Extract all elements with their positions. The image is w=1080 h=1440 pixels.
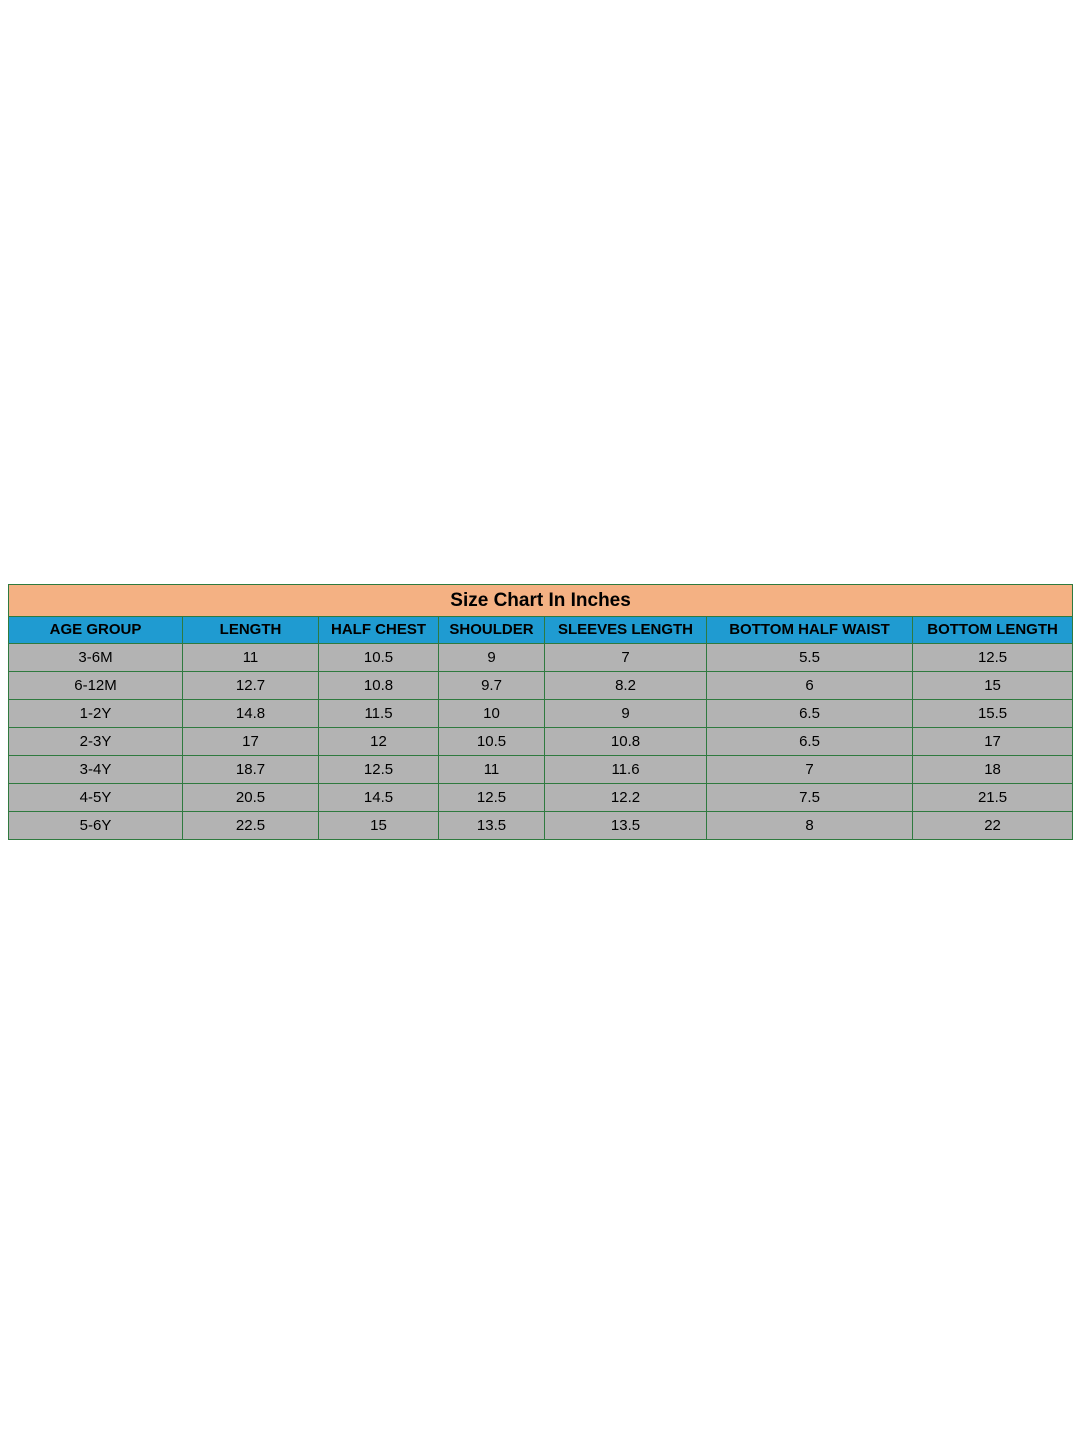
table-header-row bbox=[9, 617, 1073, 644]
cell-bottom-half-waist: 5.5 bbox=[707, 644, 913, 672]
cell-bottom-half-waist: 6 bbox=[707, 672, 913, 700]
cell-bottom-length: 15 bbox=[913, 672, 1073, 700]
cell-length: 22.5 bbox=[183, 812, 319, 840]
cell-bottom-length: 22 bbox=[913, 812, 1073, 840]
column-header-length: LENGTH bbox=[183, 617, 319, 644]
cell-half-chest: 15 bbox=[319, 812, 439, 840]
cell-age-group: 3-4Y bbox=[9, 756, 183, 784]
table-row bbox=[9, 700, 1073, 728]
column-header-shoulder: SHOULDER bbox=[439, 617, 545, 644]
table-row bbox=[9, 644, 1073, 672]
chart-title-row bbox=[9, 585, 1073, 617]
cell-bottom-half-waist: 7 bbox=[707, 756, 913, 784]
cell-bottom-half-waist: 6.5 bbox=[707, 700, 913, 728]
cell-bottom-length: 12.5 bbox=[913, 644, 1073, 672]
cell-half-chest: 12.5 bbox=[319, 756, 439, 784]
cell-shoulder: 10.5 bbox=[439, 728, 545, 756]
table-row bbox=[9, 728, 1073, 756]
cell-shoulder: 9.7 bbox=[439, 672, 545, 700]
column-header-age-group: AGE GROUP bbox=[9, 617, 183, 644]
cell-sleeves-length: 9 bbox=[545, 700, 707, 728]
cell-age-group: 3-6M bbox=[9, 644, 183, 672]
cell-age-group: 1-2Y bbox=[9, 700, 183, 728]
cell-half-chest: 11.5 bbox=[319, 700, 439, 728]
cell-age-group: 4-5Y bbox=[9, 784, 183, 812]
table-row bbox=[9, 784, 1073, 812]
table-row bbox=[9, 756, 1073, 784]
cell-age-group: 6-12M bbox=[9, 672, 183, 700]
cell-shoulder: 10 bbox=[439, 700, 545, 728]
column-header-half-chest: HALF CHEST bbox=[319, 617, 439, 644]
column-header-bottom-half-waist: BOTTOM HALF WAIST bbox=[707, 617, 913, 644]
table-row bbox=[9, 672, 1073, 700]
cell-half-chest: 10.8 bbox=[319, 672, 439, 700]
cell-sleeves-length: 11.6 bbox=[545, 756, 707, 784]
cell-shoulder: 12.5 bbox=[439, 784, 545, 812]
column-header-bottom-length: BOTTOM LENGTH bbox=[913, 617, 1073, 644]
cell-shoulder: 11 bbox=[439, 756, 545, 784]
cell-bottom-length: 17 bbox=[913, 728, 1073, 756]
cell-length: 14.8 bbox=[183, 700, 319, 728]
cell-length: 11 bbox=[183, 644, 319, 672]
cell-length: 12.7 bbox=[183, 672, 319, 700]
cell-sleeves-length: 7 bbox=[545, 644, 707, 672]
cell-shoulder: 9 bbox=[439, 644, 545, 672]
table-row bbox=[9, 812, 1073, 840]
cell-length: 20.5 bbox=[183, 784, 319, 812]
cell-bottom-length: 18 bbox=[913, 756, 1073, 784]
size-chart-container bbox=[8, 584, 1072, 840]
cell-bottom-half-waist: 7.5 bbox=[707, 784, 913, 812]
cell-sleeves-length: 10.8 bbox=[545, 728, 707, 756]
cell-age-group: 5-6Y bbox=[9, 812, 183, 840]
column-header-sleeves-length: SLEEVES LENGTH bbox=[545, 617, 707, 644]
cell-shoulder: 13.5 bbox=[439, 812, 545, 840]
cell-bottom-half-waist: 8 bbox=[707, 812, 913, 840]
page-title: Size Chart In Inches bbox=[9, 585, 1073, 617]
cell-bottom-length: 21.5 bbox=[913, 784, 1073, 812]
cell-sleeves-length: 8.2 bbox=[545, 672, 707, 700]
cell-sleeves-length: 12.2 bbox=[545, 784, 707, 812]
size-chart-table bbox=[8, 584, 1073, 840]
cell-bottom-half-waist: 6.5 bbox=[707, 728, 913, 756]
cell-half-chest: 14.5 bbox=[319, 784, 439, 812]
cell-bottom-length: 15.5 bbox=[913, 700, 1073, 728]
cell-sleeves-length: 13.5 bbox=[545, 812, 707, 840]
cell-age-group: 2-3Y bbox=[9, 728, 183, 756]
cell-half-chest: 10.5 bbox=[319, 644, 439, 672]
cell-half-chest: 12 bbox=[319, 728, 439, 756]
cell-length: 18.7 bbox=[183, 756, 319, 784]
cell-length: 17 bbox=[183, 728, 319, 756]
